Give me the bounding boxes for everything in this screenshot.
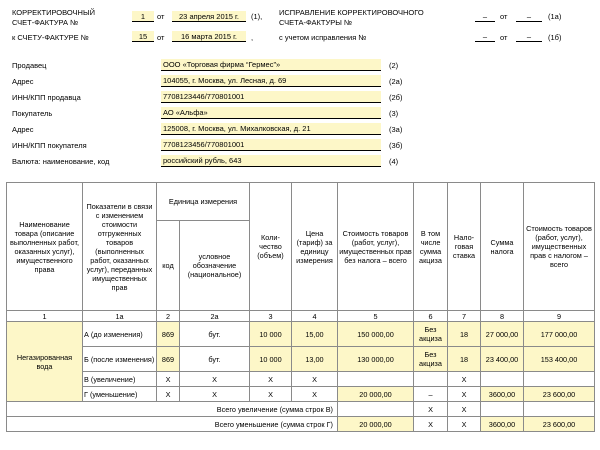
code-1a: (1а) <box>548 12 562 21</box>
row-label: Г (уменьшение) <box>83 387 157 402</box>
cell-excise <box>414 372 448 387</box>
code-1b: (1б) <box>548 33 562 42</box>
corr-invoice-number: 1 <box>132 11 154 22</box>
from-label-1: от <box>157 12 165 21</box>
cell-unit: Х <box>180 387 250 402</box>
cell-qty: Х <box>250 387 292 402</box>
header-price: Цена (тариф) за единицу измерения <box>292 183 338 311</box>
cell-code: Х <box>157 372 180 387</box>
cell-rate: Х <box>448 417 481 432</box>
cell-qty: 10 000 <box>250 322 292 347</box>
header-qty: Коли-чество (объем) <box>250 183 292 311</box>
to-invoice-date: 16 марта 2015 г. <box>172 31 246 42</box>
corr-invoice-label: КОРРЕКТИРОВОЧНЫЙ СЧЕТ-ФАКТУРА № <box>12 8 96 27</box>
party-label: Продавец <box>12 61 47 70</box>
cell-total: 153 400,00 <box>524 347 595 372</box>
column-number: 2а <box>180 311 250 322</box>
party-value: российский рубль, 643 <box>161 155 381 167</box>
cell-rate: Х <box>448 372 481 387</box>
cell-cost: 20 000,00 <box>338 387 414 402</box>
cell-code: 869 <box>157 322 180 347</box>
cell-total: 177 000,00 <box>524 322 595 347</box>
header-cost: Стоимость товаров (работ, услуг), имущественных прав без налога – всего <box>338 183 414 311</box>
party-value: 125008, г. Москва, ул. Михалковская, д. 21 <box>161 123 381 135</box>
header-indicators: Показатели в связи с изменением стоимости отгруженных товаров (выполненных работ, оказанных услуг), переданных имущественных прав <box>83 183 157 311</box>
cell-tax <box>481 372 524 387</box>
cell-code: Х <box>157 387 180 402</box>
party-code: (2а) <box>389 77 403 86</box>
cell-total: 23 600,00 <box>524 387 595 402</box>
cell-tax: 27 000,00 <box>481 322 524 347</box>
fix-from-label: от <box>500 12 508 21</box>
corr-invoice-date: 23 апреля 2015 г. <box>172 11 246 22</box>
cell-excise: Х <box>414 402 448 417</box>
table-row <box>7 387 595 402</box>
to-invoice-number: 15 <box>132 31 154 42</box>
row-label: Б (после изменения) <box>83 347 157 372</box>
cell-unit: бут. <box>180 322 250 347</box>
cell-qty: 10 000 <box>250 347 292 372</box>
table-row <box>7 322 595 347</box>
cell-price: Х <box>292 372 338 387</box>
cell-cost: 150 000,00 <box>338 322 414 347</box>
fix2-from-label: от <box>500 33 508 42</box>
cell-total: 23 600,00 <box>524 417 595 432</box>
column-number: 4 <box>292 311 338 322</box>
party-label: Покупатель <box>12 109 53 118</box>
cell-rate: 18 <box>448 347 481 372</box>
header-unit-code: код <box>157 221 180 311</box>
cell-tax <box>481 402 524 417</box>
cell-total <box>524 402 595 417</box>
row-label: В (увеличение) <box>83 372 157 387</box>
header-excise: В том числе сумма акциза <box>414 183 448 311</box>
column-number: 6 <box>414 311 448 322</box>
cell-excise: Без акциза <box>414 322 448 347</box>
party-code: (2) <box>389 61 399 70</box>
cell-excise: Х <box>414 417 448 432</box>
cell-price: 13,00 <box>292 347 338 372</box>
total-increase-label: Всего увеличение (сумма строк В) <box>7 402 338 417</box>
fix2-date: – <box>516 31 542 42</box>
cell-unit: бут. <box>180 347 250 372</box>
cell-cost: 130 000,00 <box>338 347 414 372</box>
cell-rate: 18 <box>448 322 481 347</box>
total-decrease-row <box>7 417 595 432</box>
fix2-number: – <box>475 31 495 42</box>
fix-label: ИСПРАВЛЕНИЕ КОРРЕКТИРОВОЧНОГО СЧЕТА-ФАКТУРЫ № <box>279 8 424 27</box>
party-value: 104055, г. Москва, ул. Лесная, д. 69 <box>161 75 381 87</box>
cell-tax: 3600,00 <box>481 417 524 432</box>
cell-code: 869 <box>157 347 180 372</box>
cell-qty: Х <box>250 372 292 387</box>
cell-excise: – <box>414 387 448 402</box>
party-value: 7708123456/770801001 <box>161 139 381 151</box>
party-code: (2б) <box>389 93 403 102</box>
column-numbers-row <box>7 311 595 322</box>
party-code: (3б) <box>389 141 403 150</box>
party-label: Валюта: наименование, код <box>12 157 110 166</box>
cell-rate: Х <box>448 402 481 417</box>
header-total: Стоимость товаров (работ, услуг), имущественных прав с налогом – всего <box>524 183 595 311</box>
party-value: ООО «Торговая фирма “Гермес”» <box>161 59 381 71</box>
header-unit-group: Единица измерения <box>157 183 250 221</box>
invoice-table <box>6 182 595 432</box>
column-number: 8 <box>481 311 524 322</box>
header-name: Наименование товара (описание выполненных работ, оказанных услуг), имущественного права <box>7 183 83 311</box>
cell-unit: Х <box>180 372 250 387</box>
total-increase-row <box>7 402 595 417</box>
comma: , <box>251 33 254 42</box>
column-number: 9 <box>524 311 595 322</box>
table-row <box>7 372 595 387</box>
party-label: ИНН/КПП продавца <box>12 93 81 102</box>
column-number: 1 <box>7 311 83 322</box>
row-label: А (до изменения) <box>83 322 157 347</box>
cell-cost <box>338 402 414 417</box>
header-unit-name: условное обозначение (национальное) <box>180 221 250 311</box>
fix-number: – <box>475 11 495 22</box>
party-label: Адрес <box>12 125 34 134</box>
cell-tax: 3600,00 <box>481 387 524 402</box>
cell-rate: Х <box>448 387 481 402</box>
party-value: 7708123446/770801001 <box>161 91 381 103</box>
party-label: Адрес <box>12 77 34 86</box>
table-row <box>7 347 595 372</box>
cell-cost: 20 000,00 <box>338 417 414 432</box>
party-value: АО «Альфа» <box>161 107 381 119</box>
cell-price: Х <box>292 387 338 402</box>
cell-total <box>524 372 595 387</box>
from-label-2: от <box>157 33 165 42</box>
party-label: ИНН/КПП покупателя <box>12 141 87 150</box>
party-code: (4) <box>389 157 399 166</box>
cell-price: 15,00 <box>292 322 338 347</box>
with-fix-label: с учетом исправления № <box>279 33 367 42</box>
total-decrease-label: Всего уменьшение (сумма строк Г) <box>7 417 338 432</box>
header-rate: Нало-говая ставка <box>448 183 481 311</box>
column-number: 7 <box>448 311 481 322</box>
party-code: (3а) <box>389 125 403 134</box>
column-number: 1а <box>83 311 157 322</box>
code-1: (1), <box>251 12 263 21</box>
header-tax: Сумма налога <box>481 183 524 311</box>
column-number: 5 <box>338 311 414 322</box>
party-code: (3) <box>389 109 399 118</box>
product-name: Негазированная вода <box>7 322 83 402</box>
fix-date: – <box>516 11 542 22</box>
column-number: 3 <box>250 311 292 322</box>
column-number: 2 <box>157 311 180 322</box>
cell-cost <box>338 372 414 387</box>
to-invoice-label: к СЧЕТУ-ФАКТУРЕ № <box>12 33 89 42</box>
cell-tax: 23 400,00 <box>481 347 524 372</box>
cell-excise: Без акциза <box>414 347 448 372</box>
